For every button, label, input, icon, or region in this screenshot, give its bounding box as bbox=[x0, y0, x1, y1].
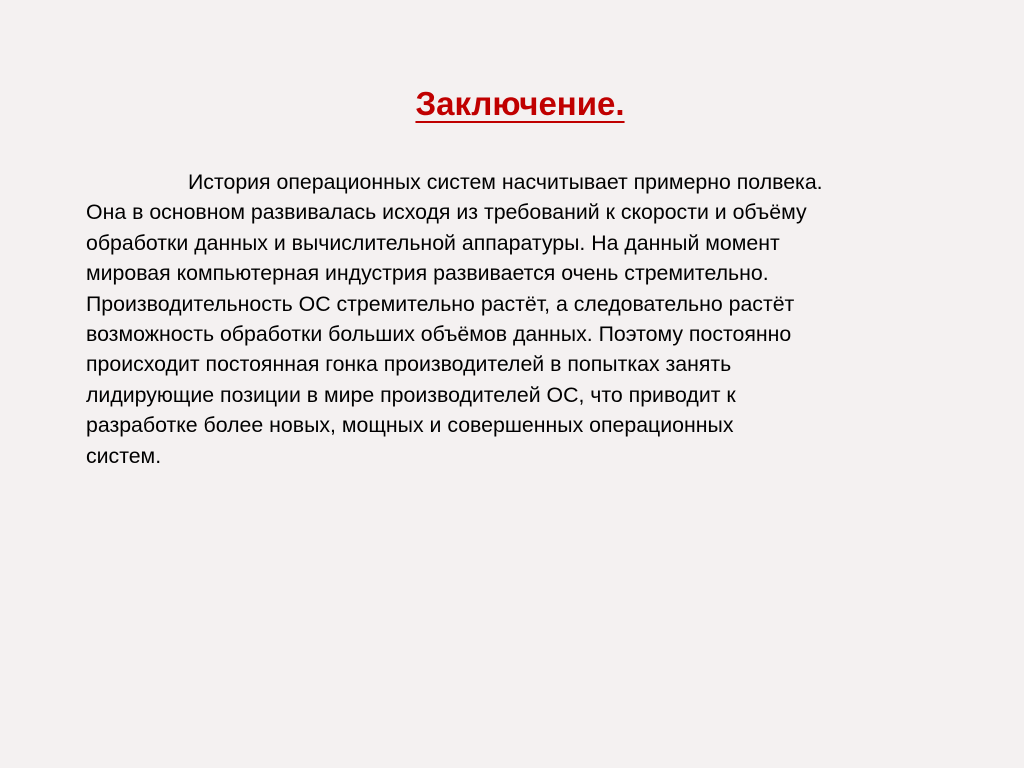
body-line: История операционных систем насчитывает примерно полвека. bbox=[188, 170, 823, 194]
body-line: возможность обработки больших объёмов данных. Поэтому постоянно bbox=[86, 322, 792, 347]
body-line: происходит постоянная гонка производителей в попытках занять bbox=[86, 352, 732, 377]
body-line: мировая компьютерная индустрия развивается очень стремительно. bbox=[86, 261, 769, 286]
body-line: Производительность ОС стремительно растёт, а следовательно растёт bbox=[86, 291, 795, 316]
body-line: лидирующие позиции в мире производителей ОС, что приводит к bbox=[86, 382, 736, 407]
body-line: систем. bbox=[86, 443, 162, 468]
slide-body-text bbox=[86, 167, 966, 471]
body-line: обработки данных и вычислительной аппаратуры. На данный момент bbox=[86, 230, 780, 255]
body-line: Она в основном развивалась исходя из требований к скорости и объёму bbox=[86, 200, 807, 225]
slide-title: Заключение. bbox=[415, 85, 625, 122]
body-line: разработке более новых, мощных и совершенных операционных bbox=[86, 413, 734, 438]
